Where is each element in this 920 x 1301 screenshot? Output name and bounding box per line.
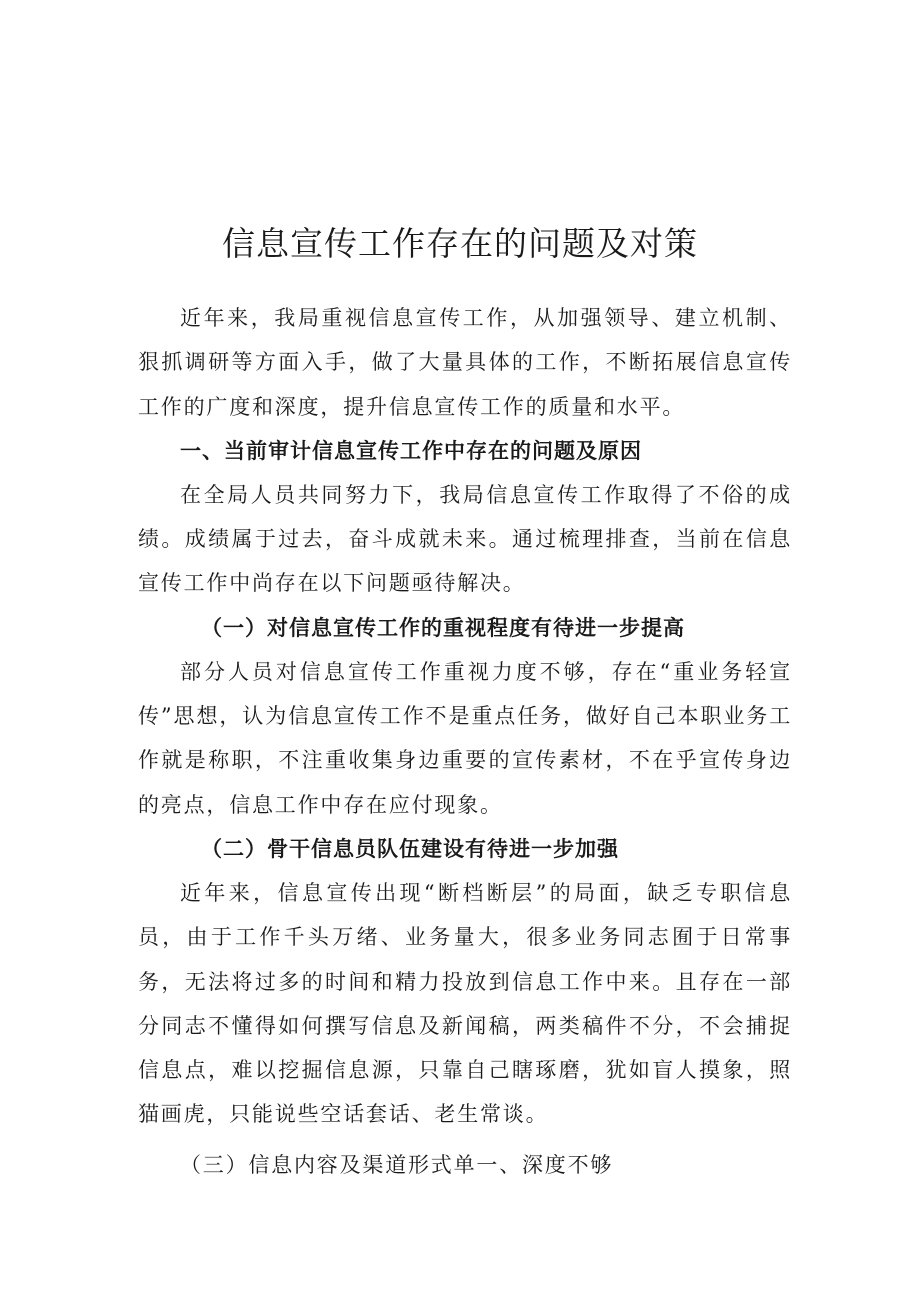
intro-paragraph: 近年来，我局重视信息宣传工作，从加强领导、建立机制、狠抓调研等方面入手，做了大量具体的工作，不断拓展信息宣传工作的广度和深度，提升信息宣传工作的质量和水平。 xyxy=(138,306,792,419)
subsection-1-heading: （一）对信息宣传工作的重视程度有待进一步提高 xyxy=(201,614,685,640)
document-title: 信息宣传工作存在的问题及对策 xyxy=(222,224,698,263)
section-1-heading: 一、当前审计信息宣传工作中存在的问题及原因 xyxy=(180,438,642,463)
subsection-1-paragraph: 部分人员对信息宣传工作重视力度不够，存在“重业务轻宣传”思想，认为信息宣传工作不是重点任务，做好自己本职业务工作就是称职，不注重收集身边重要的宣传素材，不在乎宣传身边的亮点，信息工作中存在应付现象。 xyxy=(138,659,792,817)
section-1-paragraph: 在全局人员共同努力下，我局信息宣传工作取得了不俗的成绩。成绩属于过去，奋斗成就未来。通过梳理排查，当前在信息宣传工作中尚存在以下问题亟待解决。 xyxy=(138,482,792,596)
subsection-2-paragraph: 近年来，信息宣传出现“断档断层”的局面，缺乏专职信息员，由于工作千头万绪、业务量大，很多业务同志囿于日常事务，无法将过多的时间和精力投放到信息工作中来。且存在一部分同志不懂得如何撰写信息及新闻稿，两类稿件不分，不会捕捉信息点，难以挖掘信息源，只靠自己瞎琢磨，犹如盲人摸象，照猫画虎，只能说些空话套话、老生常谈。 xyxy=(138,880,792,1127)
subsection-2-heading: （二）骨干信息员队伍建设有待进一步加强 xyxy=(201,835,619,861)
subsection-3-heading: （三）信息内容及渠道形式单一、深度不够 xyxy=(180,1152,614,1177)
document-body xyxy=(138,296,792,1187)
